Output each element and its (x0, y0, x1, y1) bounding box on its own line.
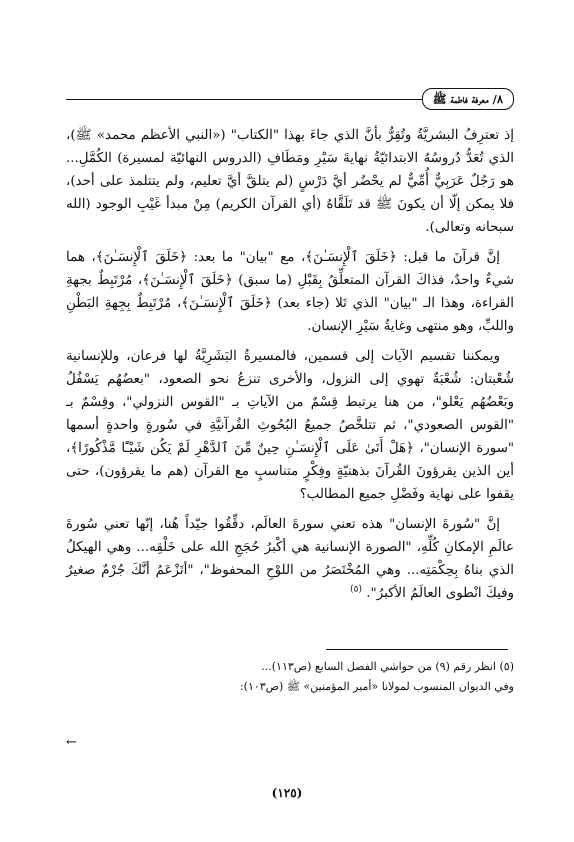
continuation-arrow-icon: ← (66, 735, 77, 750)
footnote-reference: (٥) (350, 584, 363, 595)
main-text (66, 124, 514, 612)
running-header (66, 88, 514, 112)
footnote-separator (326, 649, 508, 650)
page-number: (١٢٥) (271, 786, 303, 800)
footnotes (66, 657, 514, 697)
footnote-line-1: (٥) انظر رقم (٩) من حواشي الفصل السابع (ص١١٣)... (261, 660, 514, 673)
header-chapter-label: ٨/ معرفة فاطمة ﷺ (422, 88, 514, 110)
paragraph-1: إذ تعترِفُ البشريَّةُ وتُقِرُّ بأنَّ الذي جاءَ بهذا "الكتاب" («النبي الأعظم محمد» ﷺ)، الذي تُعَدُّ دُروسُهُ الابتدائيّةُ نهايةَ سَيْرِ ومَطَافِ (الدروس النهائيّة لمسيرة) الكُمَّلِ... هو رَجُلٌ عَرَبِيٌّ أُمِّيٌّ لم يحْضُر أيَّ دَرْسٍ (لم يتلقَّ أيَّ تعليم، ولم يتتلمذ على أحد)، فلا يمكن إلّا أن يكونَ ﷺ قد تَلَقَّاهُ (أي القرآن الكريم) مِنْ مبدأ غَيْبِ الوجود (الله سبحانه وتعالى). (66, 128, 514, 235)
paragraph-4-text: إنَّ "سُورةَ الإنسان" هذه تعني سورةَ العالَم، دقِّقُوا جيّداً هُنا، إنّها تعني سُورةَ عالَمِ الإمكانِ كُلِّهِ، "الصورة الإنسانية هي أكْبرُ حُجَجِ الله على خَلْقِه... وهي الهيكلُ الذي بناهُ بِحِكْمَتِه... وهي المُخْتَصَرُ من اللوْحِ المحفوظ"، "أتَزْعَمُ أنَّكَ جُرْمٌ صغيرٌ وفيكَ انْطوى العالَمُ الأكبرُ". (66, 517, 514, 601)
paragraph-3: ويمكننا تقسيم الآيات إلى قسمين، فالمسيرةُ البَشَرِيَّةُ لها فرعان، وللإنسانية شُعْبتان: شُعْبَةٌ تهوي إلى النزول، والأخرى تنزعُ نحو الصعود، "بعضُهُم يَسْفُلُ وبَعْضُهُم يَعْلو"، من هنا يرتبط قِسْمٌ من الآياتِ بـ "القوس النزولي"، وقِسْمٌ بـ "القوس الصعودي"، ثم تتلخَّصُ جميعُ البُحُوثِ القُرآنيَّةِ في سُورةٍ واحدةٍ أسمها "سورة الإنسان"، ﴿هَلْ أَتَىٰ عَلَى ٱلْإِنسَـٰنِ حِينٌ مِّنَ ٱلدَّهْرِ لَمْ يَكُن شَيْـًٔا مَّذْكُورًا﴾، أين الذين يقرؤونَ القُرآنَ بذهنيّةٍ وفِكْرٍ متناسبٍ مع القرآن (هم ما يقرؤون)، حتى يقفوا على نهاية وفَضْلِ جميع المطالب؟ (66, 349, 514, 502)
paragraph-4 (66, 513, 514, 605)
footnote-line-2: وفي الديوان المنسوب لمولانا «أمير المؤمنين» ﷺ (ص١٠٣): (239, 680, 514, 693)
paragraph-2: إنَّ قرآنَ ما قبل: ﴿خَلَقَ ٱلْإِنسَـٰنَ﴾، مع "بيان" ما بعد: ﴿خَلَقَ ٱلْإِنسَـٰنَ﴾، هما شيءٌ واحدٌ، فذاكَ القرآن المتعلِّقُ بِقَبْلِ (ما سبق) ﴿خَلَقَ ٱلْإِنسَـٰنَ﴾، مُرْتَبِطٌ بجهةِ القراءة، وهذا الـ "بيان" الذي تَلا (جاء بعد) ﴿خَلَقَ ٱلْإِنسَـٰنَ﴾، مُرْتَبِطٌ بِجِهةِ البَطْنِ واللبِّ، وهو منتهى وغايةُ سَيْرِ الإنسان. (66, 250, 514, 334)
